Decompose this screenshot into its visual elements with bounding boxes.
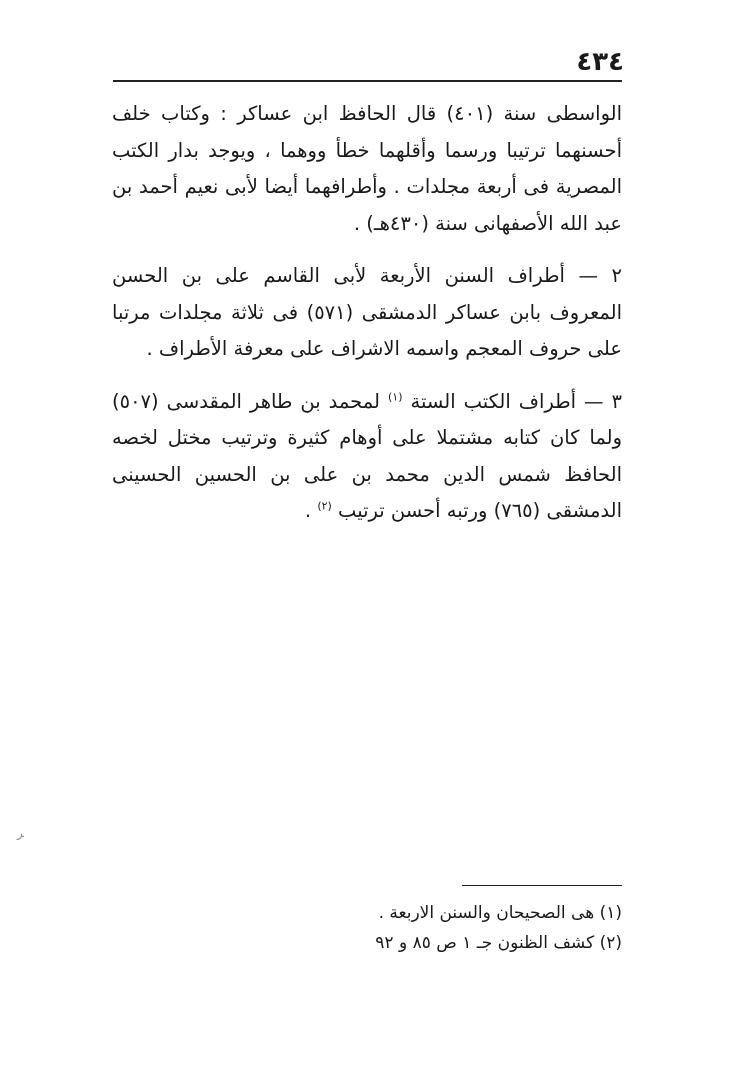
footnotes <box>322 898 622 958</box>
paragraph-item-3-start: ٣ — أطراف الكتب الستة <box>410 389 623 413</box>
footnote-ref-1: (١) <box>388 390 403 403</box>
paragraph-item-2: ٢ — أطراف السنن الأربعة لأبى القاسم على بن الحسن المعروف بابن عساكر الدمشقى (٥٧١) فى ثلاثة مجلدات مرتبا على حروف المعجم واسمه الاشراف على معرفة الأطراف . <box>112 264 622 360</box>
footnote-rule <box>462 885 622 886</box>
scan-artifact-mark: ﺮ <box>17 826 24 840</box>
footnote-2: (٢) كشف الظنون جـ ١ ص ٨٥ و ٩٢ <box>375 933 622 953</box>
paragraph-continued: الواسطى سنة (٤٠١) قال الحافظ ابن عساكر : وكتاب خلف أحسنهما ترتيبا ورسما وأقلهما خطأ ووهما ، ويوجد بدار الكتب المصرية فى أربعة مجلدات . وأطرافهما أيضا لأبى نعيم أحمد بن عبد الله الأصفهانى سنة (٤٣٠هـ) . <box>112 102 623 235</box>
paragraph-item-3 <box>112 384 622 530</box>
page-number: ٤٣٤ <box>576 47 624 77</box>
header-rule <box>113 80 622 82</box>
paragraph-item-3-middle: لمحمد بن طاهر المقدسى (٥٠٧) ولما كان كتابه مشتملا على أوهام كثيرة وترتيب مختل لخصه الحافظ شمس الدين محمد بن على بن الحسين الحسينى الدمشقى (٧٦٥) ورتبه أحسن ترتيب <box>112 389 622 522</box>
footnote-1: (١) هى الصحيحان والسنن الاربعة . <box>378 903 622 923</box>
main-text <box>112 96 622 538</box>
footnote-ref-2: (٢) <box>317 499 332 513</box>
paragraph-item-3-end: . <box>304 499 312 522</box>
